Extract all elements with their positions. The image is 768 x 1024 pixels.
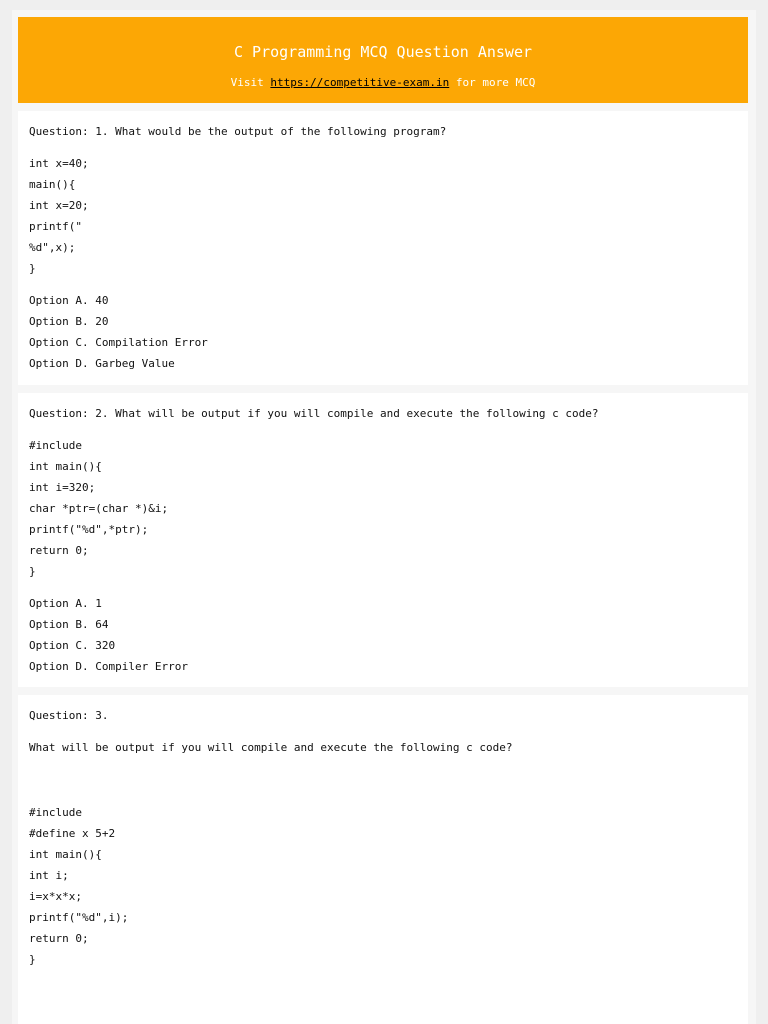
question-text: Question: 2. What will be output if you will compile and execute the following c code? [29,407,599,420]
question-card-1 [18,111,748,385]
code-line: int main(){ [29,848,102,861]
visit-label: Visit [230,76,264,89]
option-c: Option C. Compilation Error [29,336,208,349]
code-line: int i=320; [29,481,96,494]
option-a: Option A. 1 [29,597,102,610]
code-line: printf(" [29,220,82,233]
code-line: printf("%d",*ptr); [29,523,149,536]
code-line: } [29,262,36,275]
question-text: Question: 1. What would be the output of the following program? [29,125,447,138]
question-card-3 [18,695,748,1024]
option-b: Option B. 64 [29,618,109,631]
question-card-2 [18,393,748,687]
code-line: int i; [29,869,69,882]
code-line: return 0; [29,932,89,945]
header-subtitle [18,75,748,91]
option-c: Option C. 320 [29,639,116,652]
code-line: char *ptr=(char *)&i; [29,502,169,515]
code-line: int x=20; [29,199,89,212]
code-line: return 0; [29,544,89,557]
question-body: What will be output if you will compile and execute the following c code? [29,741,513,754]
option-a: Option A. 40 [29,294,109,307]
competitive-exam-link[interactable]: https://competitive-exam.in [270,76,450,89]
page [12,10,756,1024]
question-text: Question: 3. [29,709,109,722]
option-d: Option D. Compiler Error [29,660,188,673]
code-line: i=x*x*x; [29,890,82,903]
page-header [18,17,748,103]
code-line: int x=40; [29,157,89,170]
code-line: #define x 5+2 [29,827,116,840]
more-mcq-label: for more MCQ [455,76,536,89]
code-line: } [29,953,36,966]
code-line: } [29,565,36,578]
code-line: %d",x); [29,241,76,254]
code-line: int main(){ [29,460,102,473]
code-line: #include [29,439,82,452]
page-title: C Programming MCQ Question Answer [233,43,532,61]
code-line: printf("%d",i); [29,911,129,924]
code-line: main(){ [29,178,76,191]
option-d: Option D. Garbeg Value [29,357,175,370]
option-b: Option B. 20 [29,315,109,328]
code-line: #include [29,806,82,819]
